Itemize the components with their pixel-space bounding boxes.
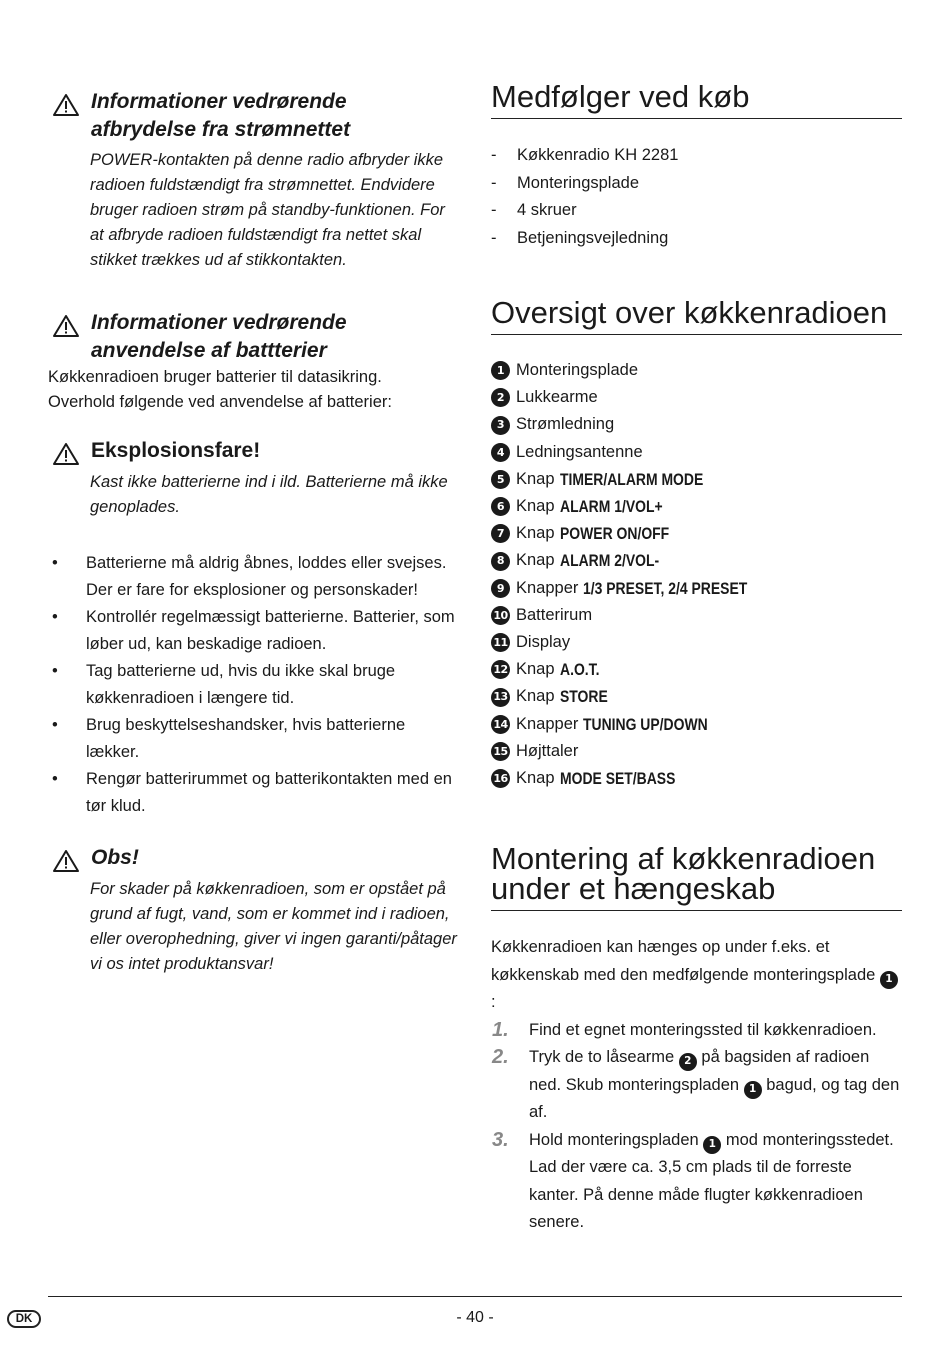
list-item: • Rengør batterirummet og batterikontakten med en tør klud. — [52, 770, 452, 815]
part-label: Display — [516, 633, 571, 652]
part-label: Knap — [516, 660, 555, 679]
button-key-label: MODE SET/BASS — [559, 769, 675, 789]
warning-text: For skader på køkkenradioen, som er opstået på grund af fugt, vand, som er kommet ind i radioen, eller overophedning, giver vi ingen garanti/påtager vi os intet produktansvar! — [90, 880, 457, 973]
warning-triangle-icon — [52, 314, 80, 338]
section-title-mounting: Montering af køkkenradioen under et hængeskab — [491, 844, 902, 911]
parts-list — [491, 357, 902, 792]
part-label: Ledningsantenne — [516, 442, 643, 461]
part-item — [491, 656, 902, 683]
part-number-badge: 16 — [491, 769, 510, 788]
warning-batteries — [48, 309, 460, 415]
page-number: - 40 - — [456, 1309, 494, 1326]
warning-title: Informationer vedrørende afbrydelse fra strømnettet — [91, 90, 351, 141]
part-number-badge: 1 — [744, 1081, 762, 1099]
part-label: Monteringsplade — [516, 361, 638, 379]
part-item — [491, 629, 902, 656]
part-number-badge: 1 — [703, 1136, 721, 1154]
warning-text: Kast ikke batterierne ind i ild. Batterierne må ikke genoplades. — [90, 473, 448, 516]
part-label: Højttaler — [516, 741, 579, 760]
part-label: Knap — [516, 687, 555, 706]
step-number: 1. — [492, 1018, 509, 1041]
part-label: Knap — [516, 524, 555, 543]
part-number-badge: 2 — [679, 1053, 697, 1071]
part-item — [491, 738, 902, 765]
step-number: 2. — [492, 1046, 509, 1069]
step-item: 3. Hold monteringspladen 1 mod monteringsstedet. Lad der være ca. 3,5 cm plads til de forreste kanter. På denne måde flugter køkkenradioen senere. — [492, 1128, 894, 1232]
list-item: - Monteringsplade — [491, 173, 639, 192]
button-key-label: ALARM 1/VOL+ — [559, 497, 663, 517]
part-label: Lukkearme — [516, 388, 598, 407]
part-number-badge: 6 — [491, 497, 510, 516]
warning-triangle-icon — [52, 849, 80, 873]
step-number: 3. — [492, 1128, 509, 1151]
part-number-badge: 1 — [491, 361, 510, 380]
part-number-badge: 8 — [491, 552, 510, 571]
language-badge: DK — [7, 1310, 41, 1328]
list-item: - Køkkenradio KH 2281 — [491, 146, 679, 164]
part-item — [491, 384, 902, 411]
mounting-steps — [491, 1017, 902, 1237]
battery-bullet-list — [48, 550, 460, 820]
list-item: • Tag batterierne ud, hvis du ikke skal bruge køkkenradioen i længere tid. — [52, 662, 396, 707]
part-item — [491, 602, 902, 629]
section-title-overview: Oversigt over køkkenradioen — [491, 298, 902, 335]
part-number-badge: 5 — [491, 470, 510, 489]
part-item — [491, 575, 902, 602]
warning-title: Eksplosionsfare! — [91, 439, 261, 462]
warning-explosion — [48, 437, 460, 520]
part-label: Batterirum — [516, 605, 593, 624]
button-key-label: TUNING UP/DOWN — [583, 714, 709, 734]
section-title-included: Medfølger ved køb — [491, 82, 902, 119]
battery-intro: Køkkenradioen bruger batterier til datasikring. Overhold følgende ved anvendelse af batterier: — [48, 368, 392, 411]
part-item — [491, 466, 902, 493]
part-number-badge: 4 — [491, 443, 510, 462]
list-item: - Betjeningsvejledning — [491, 228, 669, 247]
part-number-badge: 11 — [491, 633, 510, 652]
part-number-badge: 1 — [880, 971, 898, 989]
part-item — [491, 765, 902, 792]
list-item: • Kontrollér regelmæssigt batterierne. Batterier, som løber ud, kan beskadige radioen. — [52, 608, 455, 653]
step-item: 2. Tryk de to låsearme 2 på bagsiden af radioen ned. Skub monteringspladen 1 bagud, og tag den af. — [492, 1046, 900, 1122]
step-item: 1. Find et egnet monteringssted til køkkenradioen. — [491, 1017, 902, 1045]
warning-note — [48, 844, 460, 977]
part-label: Strømledning — [516, 415, 615, 434]
right-column — [491, 79, 902, 1237]
part-number-badge: 10 — [491, 606, 510, 625]
part-label: Knap — [516, 769, 555, 788]
warning-title: Informationer vedrørende anvendelse af battterier — [91, 311, 347, 362]
part-number-badge: 9 — [491, 579, 510, 598]
button-key-label: ALARM 2/VOL- — [559, 551, 659, 571]
part-item — [491, 411, 902, 438]
part-number-badge: 15 — [491, 742, 510, 761]
part-label: Knap — [516, 469, 555, 488]
part-label: Knapper — [516, 714, 579, 733]
part-item — [491, 711, 902, 738]
button-key-label: 1/3 PRESET, 2/4 PRESET — [583, 578, 748, 598]
button-key-label: A.O.T. — [559, 660, 600, 680]
part-item — [491, 493, 902, 520]
part-item — [491, 357, 902, 384]
warning-triangle-icon — [52, 442, 80, 466]
part-number-badge: 14 — [491, 715, 510, 734]
part-label: Knapper — [516, 578, 579, 597]
warning-power — [48, 88, 460, 273]
part-number-badge: 12 — [491, 660, 510, 679]
part-number-badge: 3 — [491, 416, 510, 435]
warning-text: POWER-kontakten på denne radio afbryder ikke radioen fuldstændigt fra strømnettet. Endvidere bruger radioen strøm på standby-funktionen. For at afbryde radioen fuldstændigt fra nettet skal stikket trækkes ud af stikkontakten. — [90, 151, 445, 269]
part-item — [491, 547, 902, 574]
part-number-badge: 13 — [491, 688, 510, 707]
warning-triangle-icon — [52, 93, 80, 117]
list-item: • Brug beskyttelseshandsker, hvis batterierne lækker. — [52, 716, 406, 761]
button-key-label: TIMER/ALARM MODE — [559, 469, 703, 489]
left-column — [48, 88, 460, 977]
included-list — [491, 142, 902, 252]
part-number-badge: 7 — [491, 524, 510, 543]
part-label: Knap — [516, 497, 555, 516]
part-item — [491, 439, 902, 466]
part-number-badge: 2 — [491, 388, 510, 407]
part-label: Knap — [516, 551, 555, 570]
footer-divider — [48, 1296, 902, 1297]
list-item: - 4 skruer — [491, 201, 577, 219]
warning-title: Obs! — [91, 846, 139, 869]
part-item — [491, 683, 902, 710]
list-item: • Batterierne må aldrig åbnes, loddes eller svejses. Der er fare for eksplosioner og personskader! — [52, 554, 447, 599]
button-key-label: STORE — [559, 687, 608, 707]
button-key-label: POWER ON/OFF — [559, 524, 669, 544]
part-item — [491, 520, 902, 547]
mounting-intro: Køkkenradioen kan hænges op under f.eks. et køkkenskab med den medfølgende monteringsplade 1: — [491, 934, 902, 1017]
